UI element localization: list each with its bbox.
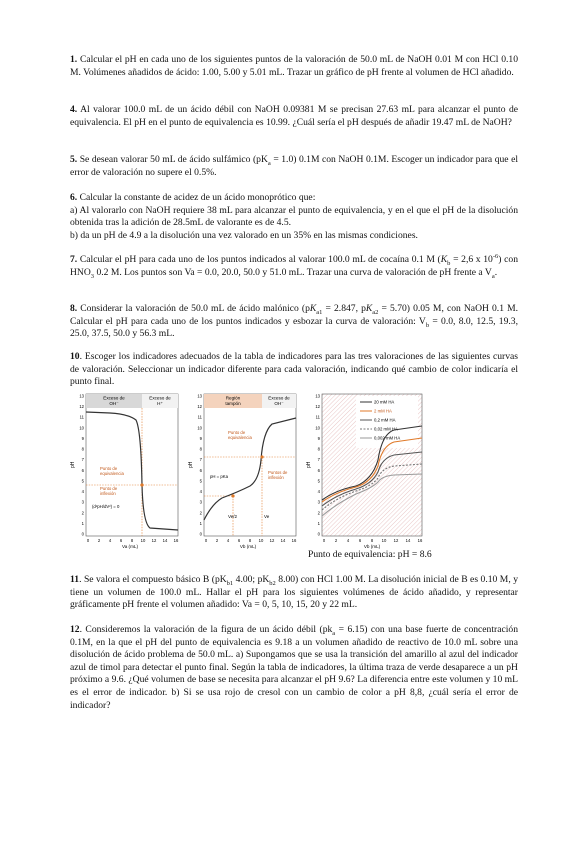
problem-subitem-a: a) Al valorarlo con NaOH requiere 38 mL para alcanzar el punto de equivalencia, y en el que el pH de la disolución obtenida tras la adición de 28.5mL de valorante es de 4.5. (70, 204, 518, 229)
subscript: a (491, 272, 495, 280)
x-tick-label: 2 (334, 538, 338, 543)
problem-subitem-b: b) da un pH de 4.9 a la disolución una vez valorado en un 35% en las mismas condiciones. (70, 229, 418, 241)
x-tick-label: 8 (130, 538, 134, 543)
problem-text: ) con HNO (70, 254, 518, 278)
problem-text: Considerar la valoración de 50.0 mL de ácido malónico (p (77, 303, 310, 314)
subscript: b2 (269, 579, 276, 587)
problem-text: 0.2 M. Los puntos son Va = 0.0, 20.0, 50.0 y 51.0 mL. Trazar una curva de valoración de pH frente a V (94, 266, 492, 278)
problem-12 (70, 624, 518, 712)
eq-label-line2: equivalencia (100, 471, 124, 476)
figure-2-svg (188, 390, 300, 550)
y-tick-label: 6 (199, 467, 202, 473)
x-tick-label: 6 (237, 538, 241, 543)
y-tick-label: 0 (317, 531, 320, 537)
problem-8 (70, 303, 518, 341)
problem-text: Se desean valorar 50 mL de ácido sulfámico (pK (77, 154, 268, 165)
header-left-line2: OH⁻ (109, 401, 119, 406)
y-tick-label: 11 (79, 414, 84, 420)
x-tick-label: 6 (358, 538, 362, 543)
subscript: b (425, 321, 430, 329)
header-right-line1: Exceso de (149, 395, 171, 401)
problem-number: 11 (70, 574, 80, 585)
second-derivative-formula: (d²pH/dV²) = 0 (92, 504, 120, 509)
problem-text: = 5.70) 0.05 M, con NaOH 0.1 M. Calcular el pH para cada uno de los puntos indicados y esbozar la curva de valoración: V (70, 303, 519, 327)
y-tick-label: 3 (317, 499, 320, 505)
header-right-line2: OH⁻ (274, 401, 284, 406)
equivalence-point-marker (140, 483, 143, 486)
infl-label-line1: Punto de (100, 486, 118, 491)
y-tick-label: 7 (317, 457, 320, 463)
y-tick-label: 4 (81, 489, 84, 495)
y-tick-label: 11 (197, 414, 202, 420)
x-axis-label: Vb (mL) (363, 544, 381, 549)
problem-text: Calcular la constante de acidez de un ácido monoprótico que: (77, 192, 316, 203)
y-tick-label: 10 (197, 425, 202, 431)
problem-text: . Se valora el compuesto básico B (pK (79, 574, 227, 585)
pka-label: pH = pKa (210, 474, 229, 479)
legend-2mM: 2 mM HA (374, 408, 392, 414)
x-tick-label: 16 (417, 538, 423, 543)
y-tick-label: 8 (317, 446, 320, 452)
header-left-line2: tampón (225, 401, 241, 406)
x-tick-label: 0 (204, 538, 208, 543)
x-tick-label: 12 (393, 538, 399, 543)
y-tick-label: 12 (197, 404, 202, 410)
y-tick-label: 13 (197, 393, 202, 399)
x-tick-label: 2 (215, 538, 219, 543)
y-tick-label: 9 (317, 435, 320, 441)
x-tick-label: 16 (291, 538, 297, 543)
y-tick-label: 7 (199, 457, 202, 463)
y-tick-label: 2 (81, 510, 84, 516)
x-tick-label: 10 (140, 538, 146, 543)
equivalence-point-marker (260, 455, 263, 458)
problem-4 (70, 104, 518, 129)
problem-text: . (494, 266, 498, 278)
header-right-line2: H⁺ (157, 401, 163, 406)
problem-10 (70, 351, 518, 389)
x-ticks (205, 538, 297, 543)
problem-5 (70, 154, 518, 179)
y-axis-label: pH (306, 461, 312, 468)
y-tick-label: 7 (81, 457, 84, 463)
y-tick-label: 9 (81, 435, 84, 441)
x-tick-label: 10 (381, 538, 387, 543)
header-left-line1: Exceso de (103, 395, 125, 401)
subscript: b (447, 259, 451, 267)
subscript: a1 (316, 308, 323, 316)
figure-weak-acid-curve (188, 390, 300, 550)
titration-figures (70, 390, 520, 568)
x-tick-label: 4 (226, 538, 230, 543)
problem-text: = 6.15) con una base fuerte de concentración 0.1M, en la que el pH del punto de equivalencia es 9.18 a un volumen añadido de reactivo de 10.0 mL sobre una disolución de ácido problema de 50.0 mL. a) Supongamos que se usa la transición del amarillo al azul del indicador azul de timol para detectar el punto final. Según la tabla de indicadores, la última traza de verde desaparece a un pH próximo a 9.6. ¿Qué volumen de base se necesita para alcanzar el pH 9.6? La diferencia entre este volumen y 10 mL es el error de indicador. b) Si se usa rojo de cresol con un cambio de color a pH 8,8, ¿cuál sería el error de indicador? (70, 624, 518, 711)
x-tick-label: 0 (322, 538, 326, 543)
y-tick-label: 5 (199, 478, 202, 484)
infl-label-line1: Puntos de (268, 470, 288, 475)
subscript: a (267, 159, 271, 167)
y-tick-label: 1 (199, 520, 202, 526)
x-axis-label: Vb (mL) (239, 544, 257, 549)
y-tick-label: 13 (315, 393, 320, 399)
eq-label-line1: Punto de (100, 466, 118, 471)
figure-3-svg (306, 390, 426, 550)
legend-0.02mM: 0,02 mM HA (374, 426, 398, 432)
header-right-line1: Exceso de (268, 395, 290, 401)
problem-number: 5. (70, 154, 78, 165)
x-tick-label: 12 (151, 538, 157, 543)
problem-text: . Consideremos la valoración de la figura de un ácido débil (pk (79, 624, 333, 635)
x-ticks (323, 538, 423, 543)
problem-text: = 1.0) 0.1M con NaOH 0.1M. Escoger un indicador para que el error de valoración no supere el 0.5%. (70, 154, 518, 178)
y-tick-label: 0 (81, 531, 84, 537)
y-tick-label: 9 (199, 435, 202, 441)
figure-strong-base-curve (70, 390, 182, 550)
x-ticks (87, 538, 179, 543)
y-tick-label: 8 (199, 446, 202, 452)
y-tick-label: 6 (81, 467, 84, 473)
y-tick-label: 0 (199, 531, 202, 537)
legend-0.002mM: 0,002 mM HA (374, 435, 401, 441)
ve-half-label: Ve/2 (228, 514, 238, 519)
constant-symbol: K (365, 303, 373, 314)
header-left-line1: Región (225, 395, 241, 401)
y-tick-label: 5 (81, 478, 84, 484)
problem-number: 6. (70, 192, 78, 203)
problem-number: 12 (70, 624, 80, 635)
problem-text: Calcular el pH para cada uno de los puntos indicados al valorar 100.0 mL de cocaína 0.1 M ( (77, 254, 441, 265)
problem-6 (70, 192, 518, 242)
x-tick-label: 2 (97, 538, 101, 543)
subscript: a (332, 629, 336, 637)
y-tick-label: 2 (199, 510, 202, 516)
x-tick-label: 4 (108, 538, 112, 543)
figure-1-svg (70, 390, 182, 550)
problem-text: Calcular el pH en cada uno de los siguientes puntos de la valoración de 50.0 mL de NaOH 0.01 M con HCl 0.10 M. Volúmenes añadidos de ácido: 1.00, 5.00 y 5.01 mL. Trazar un gráfico de pH frente al volumen de HCl añadido. (70, 54, 518, 78)
eq-label-line1: Punto de (228, 430, 246, 435)
y-tick-label: 4 (317, 489, 320, 495)
y-tick-label: 10 (315, 425, 320, 431)
y-ticks (79, 394, 84, 537)
problem-number: 10 (70, 351, 80, 362)
y-ticks (197, 394, 202, 537)
half-equivalence-marker (231, 494, 234, 497)
y-tick-label: 1 (317, 520, 320, 526)
y-ticks (315, 394, 320, 537)
figure-caption: Punto de equivalencia: pH = 8.6 (308, 549, 432, 560)
problem-text: = 2,6 x 10 (450, 254, 493, 265)
x-tick-label: 12 (269, 538, 275, 543)
problem-7 (70, 254, 518, 279)
y-tick-label: 4 (199, 489, 202, 495)
problem-11 (70, 574, 518, 612)
constant-symbol: K (440, 254, 448, 265)
x-tick-label: 14 (162, 538, 168, 543)
problem-number: 8. (70, 303, 78, 314)
x-tick-label: 4 (346, 538, 350, 543)
x-tick-label: 14 (405, 538, 411, 543)
x-axis-label: Va (mL) (122, 544, 138, 549)
subscript: 3 (90, 272, 95, 280)
problem-text: 4.00; pK (233, 574, 270, 585)
y-tick-label: 6 (317, 467, 320, 473)
subscript: a2 (372, 308, 379, 316)
eq-label-line2: equivalencia (228, 435, 252, 440)
superscript: -6 (492, 252, 499, 260)
problem-text: = 2.847, p (322, 303, 366, 314)
x-tick-label: 16 (173, 538, 179, 543)
problem-number: 1. (70, 54, 78, 65)
x-tick-label: 8 (248, 538, 252, 543)
y-tick-label: 5 (317, 478, 320, 484)
problem-1 (70, 54, 518, 79)
y-tick-label: 11 (315, 414, 320, 420)
x-tick-label: 14 (280, 538, 286, 543)
y-axis-label: pH (70, 461, 76, 468)
problem-text: 8.00) con HCl 1.00 M. La disolución inicial de B es 0.10 M, y tiene un volumen de 100.0 mL. Hallar el pH para los siguientes volúmenes de ácido añadido, y representar gráficamente pH frente el volumen añadido: Va = 0, 5, 10, 15, 20 y 22 mL. (70, 574, 518, 611)
infl-label-line2: inflexión (100, 491, 116, 496)
x-tick-label: 0 (86, 538, 90, 543)
subscript: b1 (226, 579, 234, 587)
figure-concentration-curves (306, 390, 426, 550)
y-axis-label: pH (188, 461, 194, 468)
constant-symbol: K (309, 303, 317, 314)
y-tick-label: 3 (81, 499, 84, 505)
y-tick-label: 2 (317, 510, 320, 516)
y-tick-label: 1 (81, 520, 84, 526)
problem-text: . Escoger los indicadores adecuados de la tabla de indicadores para las tres valoraciones de las siguientes curvas de valoración. Seleccionar un indicador diferente para cada valoración, indicando qué cambio de color indicaría el punto final. (70, 351, 518, 388)
x-tick-label: 6 (119, 538, 123, 543)
y-tick-label: 10 (79, 425, 84, 431)
y-tick-label: 13 (79, 393, 84, 399)
y-tick-label: 12 (79, 404, 84, 410)
infl-label-line2: inflexión (268, 475, 284, 480)
problem-text: Al valorar 100.0 mL de un ácido débil con NaOH 0.09381 M se precisan 27.63 mL para alcanzar el punto de equivalencia. El pH en el punto de equivalencia es 10.99. ¿Cuál sería el pH después de añadir 19.47 mL de NaOH? (70, 104, 518, 128)
x-tick-label: 8 (370, 538, 374, 543)
problem-number: 7. (70, 254, 78, 265)
x-tick-label: 10 (258, 538, 264, 543)
problem-text: = 0.0, 8.0, 12.5, 19.3, 25.0, 37.5, 50.0 y 56.3 mL. (70, 315, 518, 340)
legend-20mM: 20 mM HA (374, 399, 395, 405)
ve-label: Ve (264, 514, 270, 519)
y-tick-label: 3 (199, 499, 202, 505)
problem-number: 4. (70, 104, 78, 115)
y-tick-label: 8 (81, 446, 84, 452)
y-tick-label: 12 (315, 404, 320, 410)
legend-0.2mM: 0,2 mM HA (374, 417, 396, 423)
